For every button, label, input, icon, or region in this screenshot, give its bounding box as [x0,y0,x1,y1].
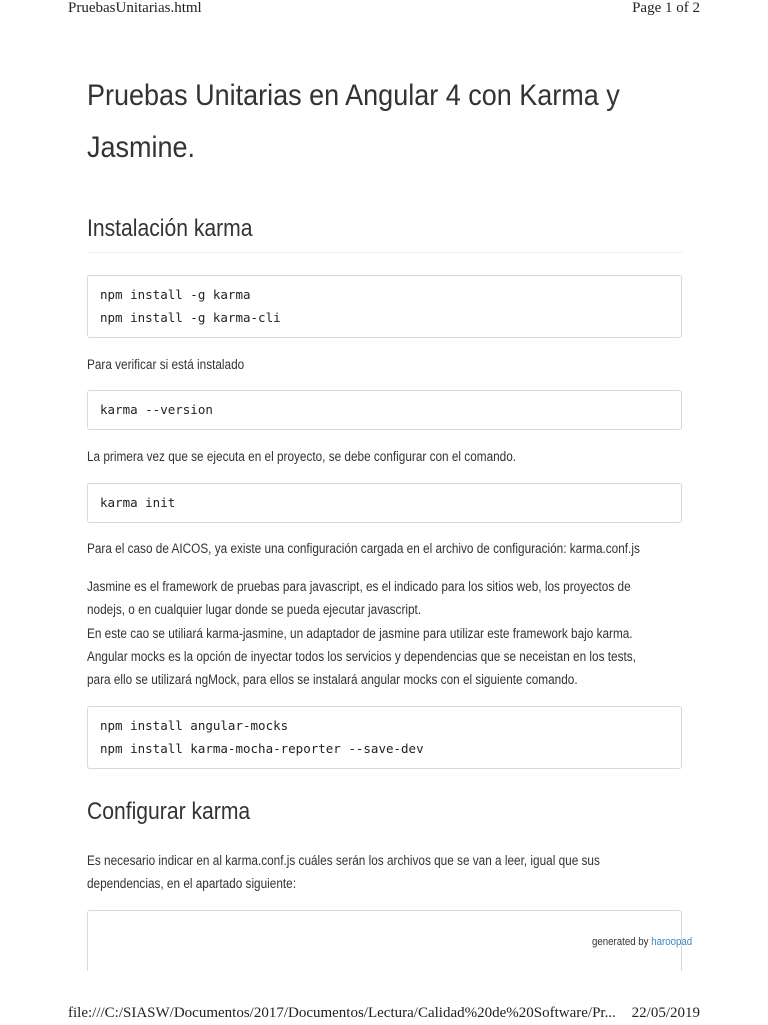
heading-divider [87,252,682,253]
code-block-init[interactable] [87,483,682,523]
karma-jasmine-text: En este cao se utiliará karma-jasmine, un adaptador de jasmine para utilizar este framework bajo karma. [87,625,633,641]
files-paragraph: Es necesario indicar en al karma.conf.js cuáles serán los archivos que se van a leer, igual que sus dependencias, en el apartado siguiente: [87,853,600,892]
first-time-paragraph: La primera vez que se ejecuta en el proyecto, se debe configurar con el comando. [87,449,517,464]
print-header-page-indicator: Page 1 of 2 [632,0,700,16]
print-header-file-title: PruebasUnitarias.html [68,0,202,16]
code-block-mocks[interactable] [87,706,682,769]
print-header [0,0,768,24]
heading-instalacion-karma: Instalación karma [87,215,253,242]
code-block-version[interactable] [87,390,682,430]
jasmine-text: Jasmine es el framework de pruebas para javascript, es el indicado para los sitios web, los proyectos de nodejs, o en cualquier lugar donde se pueda ejecutar javascript. [87,579,631,618]
aicos-paragraph: Para el caso de AICOS, ya existe una configuración cargada en el archivo de configuración: karma.conf.js [87,541,640,556]
verify-paragraph: Para verificar si está instalado [87,357,245,372]
generated-by-prefix: generated by [592,936,649,948]
heading-configurar-karma: Configurar karma [87,798,251,825]
print-footer-file-url: file:///C:/SIASW/Documentos/2017/Documentos/Lectura/Calidad%20de%20Software/Pr... [68,1005,616,1021]
haroopad-link[interactable]: haroopad [651,936,693,948]
angular-mocks-text: Angular mocks es la opción de inyectar todos los servicios y dependencias que se neceistan en los tests, para ello se utilizará ngMock, para ellos se instalará angular mocks con el siguiente comando. [87,648,636,688]
page-title: Pruebas Unitarias en Angular 4 con Karma y Jasmine. [87,79,620,164]
code-version-text[interactable]: karma --version [100,402,213,417]
print-footer-date: 22/05/2019 [631,1005,700,1021]
generated-by-note [592,936,692,948]
jasmine-paragraph [87,575,650,691]
code-init-text[interactable]: karma init [100,495,176,510]
code-mocks-text[interactable]: npm install angular-mocks npm install karma-mocha-reporter --save-dev [100,718,424,756]
print-footer [0,1005,768,1025]
code-block-install[interactable] [87,275,682,338]
document-body [87,70,693,954]
code-install-text[interactable]: npm install -g karma npm install -g karma-cli [100,287,281,325]
